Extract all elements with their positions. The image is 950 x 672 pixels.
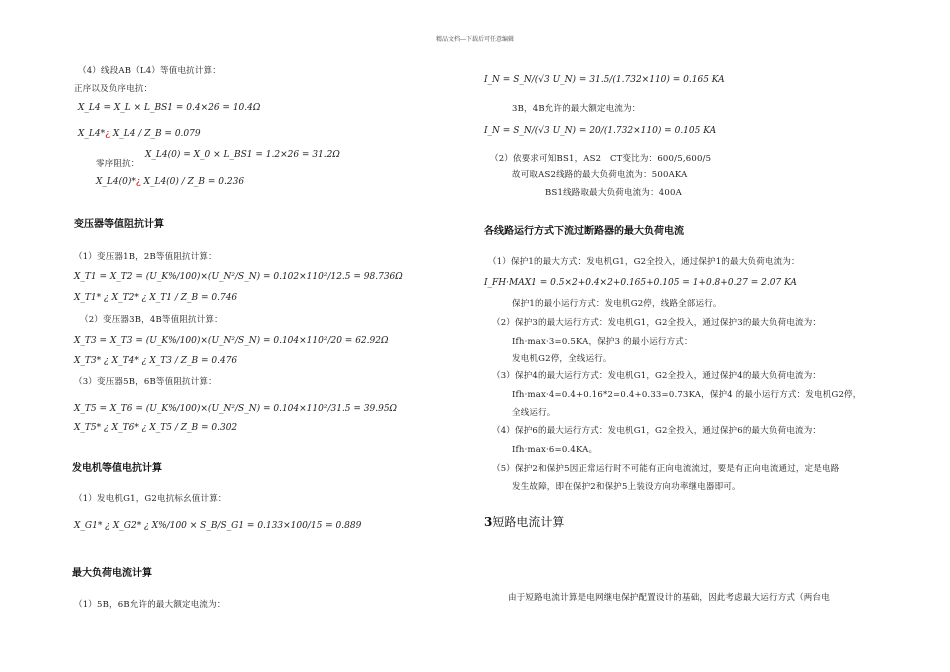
- protection-4-min: 全线运行。: [512, 408, 556, 418]
- ct-ratio-text: （2）依要求可知BS1，AS2 CT变比为：600/5,600/5: [490, 154, 712, 164]
- protection-1-max: （1）保护1的最大方式：发电机G1，G2全投入，通过保护1的最大负荷电流为：: [488, 257, 800, 267]
- equation-ifh-max1: I_FH·MAX1 = 0.5×2+0.4×2+0.165+0.105 = 1+0.8+0.27 = 2.07 KA: [484, 278, 797, 288]
- generator-label: （1）发电机G1，G2电抗标幺值计算：: [74, 494, 227, 504]
- equation-xt3-pu: X_T3* ¿ X_T4* ¿ X_T3 / Z_B = 0.476: [74, 356, 238, 366]
- bs1-max-load-text: BS1线路取最大负荷电流为：400A: [545, 188, 682, 198]
- max-rated-current-label: （1）5B，6B允许的最大额定电流为：: [74, 600, 226, 610]
- as2-max-load-text: 故可取AS2线路的最大负荷电流为：500AKA: [512, 170, 688, 180]
- rated-current-3b4b-label: 3B，4B允许的最大额定电流为：: [512, 104, 641, 114]
- protection-2-5-text-cont: 发生故障，即在保护2和保护5上装设方向功率继电器即可。: [512, 482, 741, 492]
- equation-xt5-pu: X_T5* ¿ X_T6* ¿ X_T5 / Z_B = 0.302: [74, 423, 238, 433]
- protection-3-min: 发电机G2停，全线运行。: [512, 354, 612, 364]
- section-ab-line: （4）线段AB（L4）等值电抗计算：: [78, 66, 221, 76]
- equation-xt1-pu: X_T1* ¿ X_T2* ¿ X_T1 / Z_B = 0.746: [74, 293, 238, 303]
- equation-xl4: X_L4 = X_L × L_BS1 = 0.4×26 = 10.4Ω: [78, 103, 261, 113]
- protection-4-max: （3）保护4的最大运行方式：发电机G1，G2全投入，通过保护4的最大负荷电流为：: [492, 371, 822, 381]
- equation-in-5b6b: I_N = S_N/(√3 U_N) = 31.5/(1.732×110) = 0.165 KA: [484, 75, 725, 85]
- protection-2-5-text: （5）保护2和保护5因正常运行时不可能有正向电流流过，要是有正向电流通过，定是电路: [492, 464, 840, 474]
- protection-6-value: Ifh·max·6=0.4KA。: [512, 445, 598, 455]
- short-circuit-paragraph: 由于短路电流计算是电网继电保护配置设计的基础，因此考虑最大运行方式（两台电: [508, 593, 830, 603]
- heading-breaker-max-load: 各线路运行方式下流过断路器的最大负荷电流: [484, 226, 684, 237]
- protection-3-max: （2）保护3的最大运行方式：发电机G1，G2全投入，通过保护3的最大负荷电流为：: [492, 318, 822, 328]
- heading-short-circuit: 3短路电流计算: [484, 515, 565, 529]
- protection-1-min: 保护1的最小运行方式：发电机G2停，线路全部运行。: [512, 299, 722, 309]
- equation-in-3b4b: I_N = S_N/(√3 U_N) = 20/(1.732×110) = 0.105 KA: [484, 126, 717, 136]
- transformer-3b4b-label: （2）变压器3B，4B等值阻抗计算：: [80, 315, 223, 325]
- equation-xl4-pu: X_L4*¿ X_L4 / Z_B = 0.079: [78, 129, 201, 139]
- heading-transformer: 变压器等值阻抗计算: [74, 219, 164, 230]
- equation-xt1: X_T1 = X_T2 = (U_K%/100)×(U_N²/S_N) = 0.102×110²/12.5 = 98.736Ω: [74, 272, 403, 282]
- protection-3-value: Ifh·max·3=0.5KA，保护3 的最小运行方式：: [512, 337, 693, 347]
- pos-neg-seq-label: 正序以及负序电抗：: [74, 84, 153, 94]
- page-header: 精品文档---下载后可任意编辑: [435, 36, 515, 43]
- equation-xl4-zero: X_L4(0) = X_0 × L_BS1 = 1.2×26 = 31.2Ω: [145, 150, 340, 160]
- zero-seq-label: 零序阻抗：: [96, 159, 140, 169]
- heading-generator: 发电机等值电抗计算: [72, 463, 162, 474]
- protection-4-value: Ifh·max·4=0.4+0.16*2=0.4+0.33=0.73KA，保护4 的最小运行方式：发电机G2停，: [512, 390, 862, 400]
- heading-max-load: 最大负荷电流计算: [72, 568, 152, 579]
- transformer-1b2b-label: （1）变压器1B，2B等值阻抗计算：: [74, 252, 217, 262]
- protection-6-max: （4）保护6的最大运行方式：发电机G1，G2全投入，通过保护6的最大负荷电流为：: [492, 426, 822, 436]
- equation-xg1: X_G1* ¿ X_G2* ¿ X%/100 × S_B/S_G1 = 0.133×100/15 = 0.889: [74, 521, 362, 531]
- equation-xl4-zero-pu: X_L4(0)*¿ X_L4(0) / Z_B = 0.236: [96, 177, 245, 187]
- transformer-5b6b-label: （3）变压器5B，6B等值阻抗计算：: [74, 377, 217, 387]
- equation-xt5: X_T5 = X_T6 = (U_K%/100)×(U_N²/S_N) = 0.104×110²/31.5 = 39.95Ω: [74, 404, 398, 414]
- equation-xt3: X_T3 = X_T3 = (U_K%/100)×(U_N²/S_N) = 0.104×110²/20 = 62.92Ω: [74, 336, 389, 346]
